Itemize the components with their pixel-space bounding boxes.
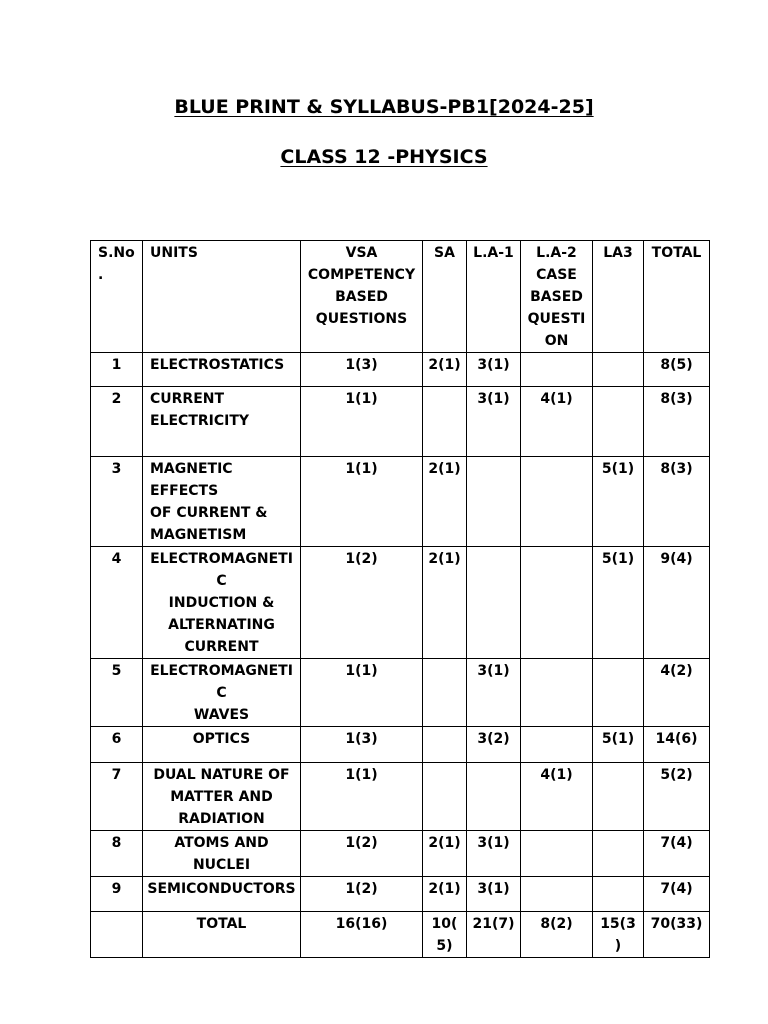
cell-la3 <box>593 387 644 457</box>
cell-sa: 2(1) <box>423 457 467 547</box>
cell-sno <box>91 912 143 958</box>
cell-sa <box>423 727 467 763</box>
cell-vsa: 1(2) <box>301 831 423 877</box>
cell-unit: ELECTROMAGNETIC INDUCTION & ALTERNATING CURRENT <box>143 547 301 659</box>
table-row <box>91 547 710 659</box>
table-row <box>91 831 710 877</box>
header-la1: L.A-1 <box>467 241 521 353</box>
table-row <box>91 353 710 387</box>
cell-la1 <box>467 457 521 547</box>
table-row <box>91 877 710 912</box>
cell-la2 <box>521 659 593 727</box>
cell-unit: TOTAL <box>143 912 301 958</box>
table-row <box>91 387 710 457</box>
cell-la2 <box>521 831 593 877</box>
cell-la3 <box>593 763 644 831</box>
cell-la1: 3(1) <box>467 831 521 877</box>
cell-unit: DUAL NATURE OF MATTER AND RADIATION <box>143 763 301 831</box>
cell-sa: 10(5) <box>423 912 467 958</box>
cell-sa <box>423 659 467 727</box>
cell-total: 7(4) <box>644 877 710 912</box>
cell-la1: 3(2) <box>467 727 521 763</box>
cell-total: 14(6) <box>644 727 710 763</box>
cell-vsa: 1(2) <box>301 877 423 912</box>
cell-unit: OPTICS <box>143 727 301 763</box>
header-la2: L.A-2 CASE BASED QUESTI ON <box>521 241 593 353</box>
cell-la1: 21(7) <box>467 912 521 958</box>
header-total: TOTAL <box>644 241 710 353</box>
cell-la3 <box>593 353 644 387</box>
table-header-row <box>91 241 710 353</box>
blueprint-table <box>90 240 710 958</box>
cell-sno: 4 <box>91 547 143 659</box>
cell-vsa: 1(1) <box>301 457 423 547</box>
cell-la3 <box>593 831 644 877</box>
cell-la3: 15(3) <box>593 912 644 958</box>
cell-la2 <box>521 877 593 912</box>
cell-sa: 2(1) <box>423 831 467 877</box>
header-vsa: VSA COMPETENCY BASED QUESTIONS <box>301 241 423 353</box>
cell-sno: 9 <box>91 877 143 912</box>
cell-vsa: 16(16) <box>301 912 423 958</box>
table-row <box>91 763 710 831</box>
cell-total: 9(4) <box>644 547 710 659</box>
cell-total: 8(3) <box>644 387 710 457</box>
cell-la3: 5(1) <box>593 547 644 659</box>
cell-unit: ATOMS AND NUCLEI <box>143 831 301 877</box>
cell-total: 5(2) <box>644 763 710 831</box>
cell-total: 70(33) <box>644 912 710 958</box>
cell-la1: 3(1) <box>467 353 521 387</box>
cell-la2: 4(1) <box>521 763 593 831</box>
cell-unit: ELECTROSTATICS <box>143 353 301 387</box>
cell-sno: 2 <box>91 387 143 457</box>
cell-la2 <box>521 457 593 547</box>
cell-la3: 5(1) <box>593 457 644 547</box>
header-sa: SA <box>423 241 467 353</box>
cell-la2 <box>521 547 593 659</box>
cell-la1 <box>467 547 521 659</box>
cell-total: 4(2) <box>644 659 710 727</box>
cell-la1: 3(1) <box>467 387 521 457</box>
cell-la3 <box>593 659 644 727</box>
cell-la2 <box>521 353 593 387</box>
header-sno: S.No . <box>91 241 143 353</box>
document-subtitle: CLASS 12 -PHYSICS <box>280 146 488 168</box>
cell-vsa: 1(1) <box>301 387 423 457</box>
cell-la3 <box>593 877 644 912</box>
cell-unit: MAGNETIC EFFECTS OF CURRENT & MAGNETISM <box>143 457 301 547</box>
cell-sa: 2(1) <box>423 547 467 659</box>
header-la3: LA3 <box>593 241 644 353</box>
cell-sno: 3 <box>91 457 143 547</box>
cell-sno: 8 <box>91 831 143 877</box>
cell-vsa: 1(1) <box>301 659 423 727</box>
table-row <box>91 912 710 958</box>
cell-sa <box>423 387 467 457</box>
cell-la3: 5(1) <box>593 727 644 763</box>
table-row <box>91 457 710 547</box>
cell-vsa: 1(3) <box>301 353 423 387</box>
cell-la2 <box>521 727 593 763</box>
cell-sa <box>423 763 467 831</box>
cell-la1 <box>467 763 521 831</box>
cell-total: 8(3) <box>644 457 710 547</box>
cell-sa: 2(1) <box>423 877 467 912</box>
cell-sno: 7 <box>91 763 143 831</box>
header-units: UNITS <box>143 241 301 353</box>
cell-la2: 4(1) <box>521 387 593 457</box>
table-row <box>91 727 710 763</box>
table-body <box>91 353 710 958</box>
cell-sno: 5 <box>91 659 143 727</box>
cell-vsa: 1(3) <box>301 727 423 763</box>
cell-total: 7(4) <box>644 831 710 877</box>
cell-la1: 3(1) <box>467 659 521 727</box>
cell-la2: 8(2) <box>521 912 593 958</box>
cell-la1: 3(1) <box>467 877 521 912</box>
table-row <box>91 659 710 727</box>
cell-vsa: 1(1) <box>301 763 423 831</box>
cell-vsa: 1(2) <box>301 547 423 659</box>
cell-unit: ELECTROMAGNETIC WAVES <box>143 659 301 727</box>
cell-sa: 2(1) <box>423 353 467 387</box>
cell-sno: 6 <box>91 727 143 763</box>
cell-sno: 1 <box>91 353 143 387</box>
cell-unit: CURRENT ELECTRICITY <box>143 387 301 457</box>
cell-total: 8(5) <box>644 353 710 387</box>
document-title: BLUE PRINT & SYLLABUS-PB1[2024-25] <box>174 96 594 118</box>
cell-unit: SEMICONDUCTORS <box>143 877 301 912</box>
